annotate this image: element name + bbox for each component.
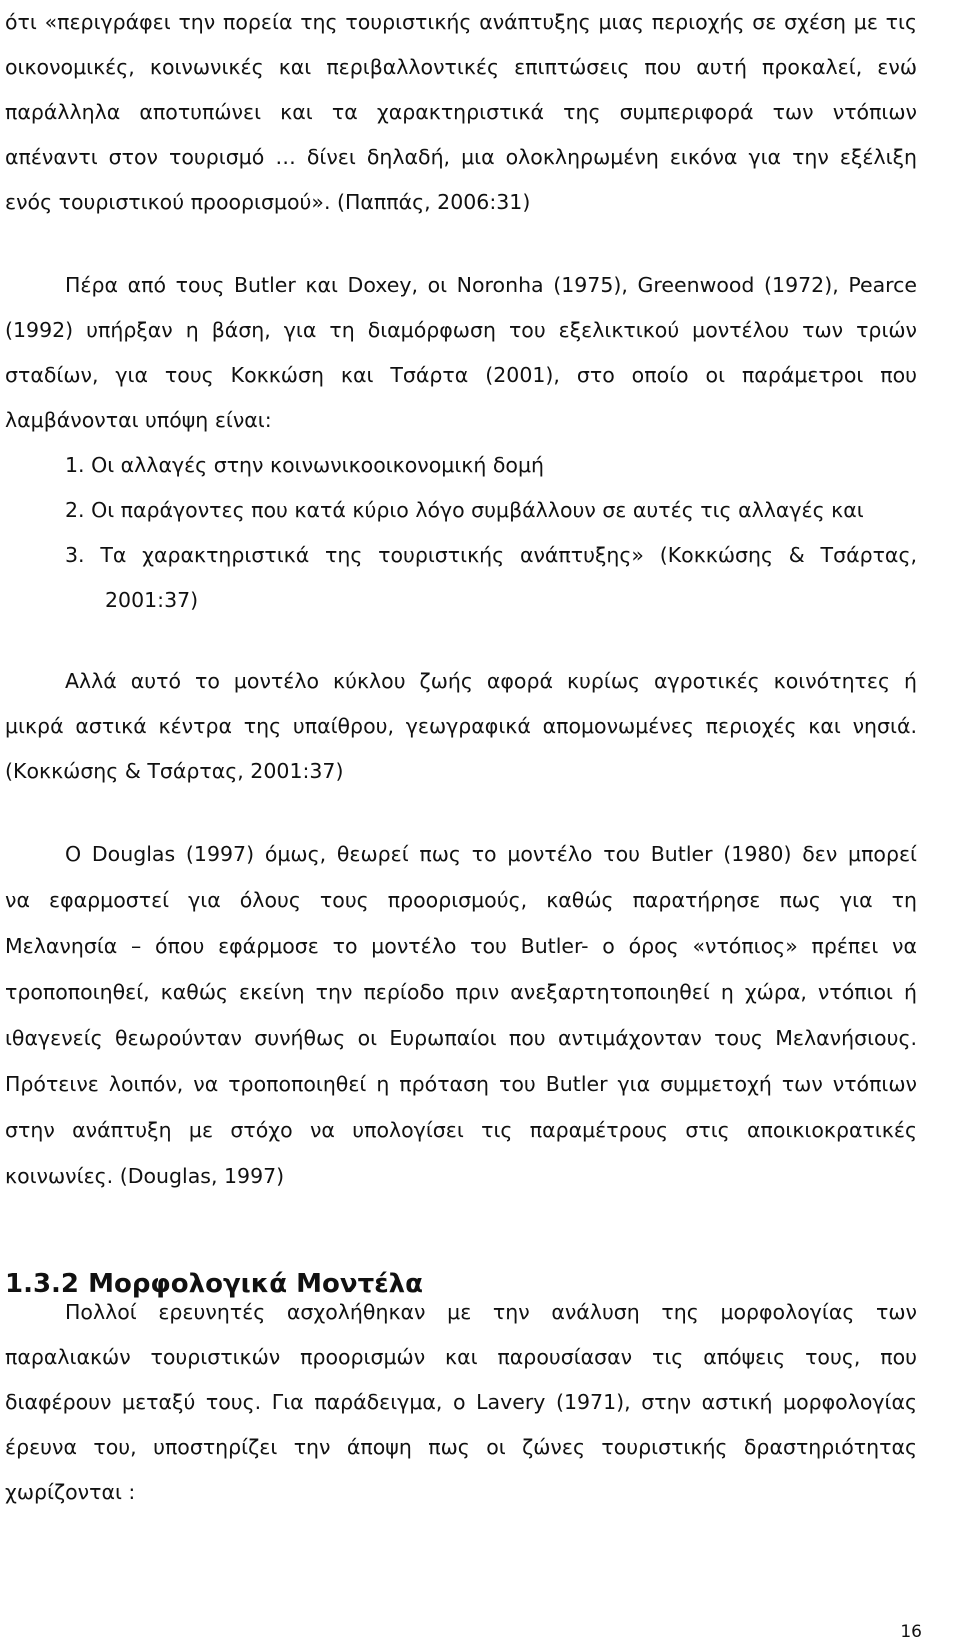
paragraph-5-line-2: παραλιακών τουριστικών προορισμών και παρουσίασαν τις απόψεις τους, που (5, 1345, 917, 1369)
top-paragraph-line-5: ενός τουριστικού προορισμού». (Παππάς, 2006:31) (5, 190, 531, 214)
paragraph-2-line-3: σταδίων, για τους Κοκκώση και Τσάρτα (2001), στο οποίο οι παράμετροι που (5, 363, 917, 387)
top-paragraph-line-3: παράλληλα αποτυπώνει και τα χαρακτηριστικά της συμπεριφορά των ντόπιων (5, 100, 917, 124)
list-item-3-continuation: 2001:37) (105, 588, 199, 612)
paragraph-3-line-3: (Κοκκώσης & Τσάρτας, 2001:37) (5, 759, 344, 783)
paragraph-4-line-5: ιθαγενείς θεωρούνταν συνήθως οι Ευρωπαίοι που αντιμάχονταν τους Μελανήσιους. (5, 1026, 917, 1050)
paragraph-4-line-7: στην ανάπτυξη με στόχο να υπολογίσει τις παραμέτρους στις αποικιοκρατικές (5, 1118, 917, 1142)
paragraph-4-line-2: να εφαρμοστεί για όλους τους προορισμούς, καθώς παρατήρησε πως για τη (5, 888, 917, 912)
list-item-2: 2. Οι παράγοντες που κατά κύριο λόγο συμβάλλουν σε αυτές τις αλλαγές και (65, 498, 864, 522)
paragraph-3-line-1: Αλλά αυτό το μοντέλο κύκλου ζωής αφορά κυρίως αγροτικές κοινότητες ή (65, 669, 917, 693)
list-item-3: 3. Τα χαρακτηριστικά της τουριστικής ανάπτυξης» (Κοκκώσης & Τσάρτας, (65, 543, 917, 567)
paragraph-5-line-1: Πολλοί ερευνητές ασχολήθηκαν με την ανάλυση της μορφολογίας των (65, 1300, 917, 1324)
paragraph-2-line-1: Πέρα από τους Butler και Doxey, οι Noronha (1975), Greenwood (1972), Pearce (65, 273, 917, 297)
paragraph-5-line-4: έρευνα του, υποστηρίζει την άποψη πως οι ζώνες τουριστικής δραστηριότητας (5, 1435, 917, 1459)
paragraph-4-line-3: Μελανησία – όπου εφάρμοσε το μοντέλο του Butler- ο όρος «ντόπιος» πρέπει να (5, 934, 917, 958)
paragraph-4-line-4: τροποποιηθεί, καθώς εκείνη την περίοδο πριν ανεξαρτητοποιηθεί η χώρα, ντόπιοι ή (5, 980, 917, 1004)
top-paragraph-line-1: ότι «περιγράφει την πορεία της τουριστικής ανάπτυξης μιας περιοχής σε σχέση με τις (5, 10, 917, 34)
paragraph-4-line-6: Πρότεινε λοιπόν, να τροποποιηθεί η πρόταση του Butler για συμμετοχή των ντόπιων (5, 1072, 917, 1096)
section-heading: 1.3.2 Μορφολογικά Μοντέλα (5, 1269, 423, 1299)
paragraph-4-line-1: Ο Douglas (1997) όμως, θεωρεί πως το μοντέλο του Butler (1980) δεν μπορεί (65, 842, 917, 866)
paragraph-2-line-2: (1992) υπήρξαν η βάση, για τη διαμόρφωση του εξελικτικού μοντέλου των τριών (5, 318, 917, 342)
top-paragraph-line-4: απέναντι στον τουρισμό … δίνει δηλαδή, μια ολοκληρωμένη εικόνα για την εξέλιξη (5, 145, 917, 169)
top-paragraph-line-2: οικονομικές, κοινωνικές και περιβαλλοντικές επιπτώσεις που αυτή προκαλεί, ενώ (5, 55, 917, 79)
paragraph-3-line-2: μικρά αστικά κέντρα της υπαίθρου, γεωγραφικά απομονωμένες περιοχές και νησιά. (5, 714, 917, 738)
paragraph-4-line-8: κοινωνίες. (Douglas, 1997) (5, 1164, 285, 1188)
paragraph-2-line-4: λαμβάνονται υπόψη είναι: (5, 408, 272, 432)
paragraph-5-line-5: χωρίζονται : (5, 1480, 136, 1504)
page-number: 16 (900, 1622, 922, 1642)
list-item-1: 1. Οι αλλαγές στην κοινωνικοοικονομική δομή (65, 453, 544, 477)
paragraph-5-line-3: διαφέρουν μεταξύ τους. Για παράδειγμα, ο Lavery (1971), στην αστική μορφολογίας (5, 1390, 917, 1414)
